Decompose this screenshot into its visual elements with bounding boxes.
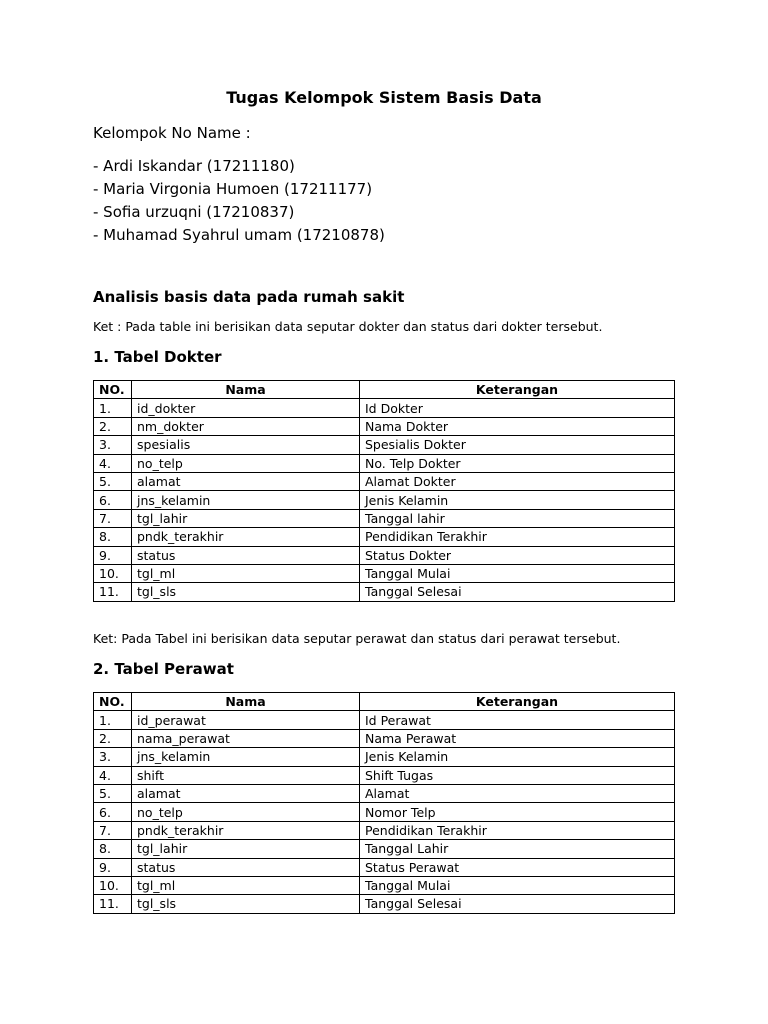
- table-row: [94, 803, 675, 821]
- cell-nama: no_telp: [132, 803, 360, 821]
- table-dokter-heading: 1. Tabel Dokter: [93, 348, 222, 366]
- cell-keterangan: Id Dokter: [360, 399, 675, 417]
- cell-no: 2.: [94, 729, 132, 747]
- header-no: NO.: [94, 693, 132, 711]
- header-keterangan: Keterangan: [360, 693, 675, 711]
- cell-keterangan: Id Perawat: [360, 711, 675, 729]
- table-row: [94, 472, 675, 490]
- cell-nama: no_telp: [132, 454, 360, 472]
- table-row: [94, 821, 675, 839]
- table-row: [94, 840, 675, 858]
- table-row: [94, 876, 675, 894]
- ket-perawat-note: Ket: Pada Tabel ini berisikan data seputar perawat dan status dari perawat tersebut.: [93, 631, 621, 646]
- cell-nama: id_perawat: [132, 711, 360, 729]
- table-dokter: [93, 380, 675, 602]
- cell-keterangan: Status Dokter: [360, 546, 675, 564]
- cell-no: 5.: [94, 784, 132, 802]
- cell-keterangan: Alamat Dokter: [360, 472, 675, 490]
- table-header-row: [94, 693, 675, 711]
- header-no: NO.: [94, 381, 132, 399]
- cell-no: 7.: [94, 509, 132, 527]
- cell-nama: nama_perawat: [132, 729, 360, 747]
- cell-no: 6.: [94, 491, 132, 509]
- member-item: - Ardi Iskandar (17211180): [93, 157, 295, 175]
- table-perawat: [93, 692, 675, 914]
- cell-no: 10.: [94, 564, 132, 582]
- document-title: Tugas Kelompok Sistem Basis Data: [226, 88, 542, 107]
- cell-keterangan: Tanggal Mulai: [360, 564, 675, 582]
- cell-no: 1.: [94, 711, 132, 729]
- cell-no: 8.: [94, 840, 132, 858]
- cell-no: 2.: [94, 417, 132, 435]
- cell-keterangan: Pendidikan Terakhir: [360, 528, 675, 546]
- member-item: - Muhamad Syahrul umam (17210878): [93, 226, 385, 244]
- cell-no: 3.: [94, 748, 132, 766]
- cell-no: 11.: [94, 895, 132, 913]
- cell-no: 9.: [94, 858, 132, 876]
- cell-keterangan: Jenis Kelamin: [360, 491, 675, 509]
- cell-nama: tgl_lahir: [132, 840, 360, 858]
- cell-nama: alamat: [132, 472, 360, 490]
- cell-no: 4.: [94, 766, 132, 784]
- cell-no: 1.: [94, 399, 132, 417]
- table-row: [94, 509, 675, 527]
- cell-nama: tgl_ml: [132, 564, 360, 582]
- table-row: [94, 436, 675, 454]
- table-row: [94, 546, 675, 564]
- cell-nama: alamat: [132, 784, 360, 802]
- cell-no: 9.: [94, 546, 132, 564]
- cell-keterangan: Alamat: [360, 784, 675, 802]
- cell-no: 10.: [94, 876, 132, 894]
- section-heading: Analisis basis data pada rumah sakit: [93, 288, 405, 306]
- table-row: [94, 417, 675, 435]
- cell-nama: tgl_sls: [132, 895, 360, 913]
- table-row: [94, 454, 675, 472]
- table-row: [94, 748, 675, 766]
- table-row: [94, 491, 675, 509]
- cell-keterangan: Jenis Kelamin: [360, 748, 675, 766]
- table-row: [94, 564, 675, 582]
- cell-nama: tgl_sls: [132, 583, 360, 601]
- member-list: [93, 155, 385, 247]
- cell-nama: jns_kelamin: [132, 748, 360, 766]
- table-row: [94, 528, 675, 546]
- cell-no: 8.: [94, 528, 132, 546]
- table-row: [94, 711, 675, 729]
- cell-nama: tgl_lahir: [132, 509, 360, 527]
- cell-keterangan: Tanggal Lahir: [360, 840, 675, 858]
- cell-nama: status: [132, 858, 360, 876]
- cell-keterangan: Nama Dokter: [360, 417, 675, 435]
- table-row: [94, 895, 675, 913]
- table-row: [94, 766, 675, 784]
- table-perawat-heading: 2. Tabel Perawat: [93, 660, 234, 678]
- member-item: - Maria Virgonia Humoen (17211177): [93, 180, 373, 198]
- cell-keterangan: Pendidikan Terakhir: [360, 821, 675, 839]
- cell-nama: pndk_terakhir: [132, 821, 360, 839]
- cell-keterangan: Shift Tugas: [360, 766, 675, 784]
- header-keterangan: Keterangan: [360, 381, 675, 399]
- cell-nama: shift: [132, 766, 360, 784]
- cell-keterangan: Status Perawat: [360, 858, 675, 876]
- member-item: - Sofia urzuqni (17210837): [93, 203, 295, 221]
- cell-nama: pndk_terakhir: [132, 528, 360, 546]
- cell-keterangan: Tanggal lahir: [360, 509, 675, 527]
- cell-keterangan: Tanggal Selesai: [360, 583, 675, 601]
- header-nama: Nama: [132, 693, 360, 711]
- cell-keterangan: Spesialis Dokter: [360, 436, 675, 454]
- table-row: [94, 729, 675, 747]
- header-nama: Nama: [132, 381, 360, 399]
- cell-keterangan: Nomor Telp: [360, 803, 675, 821]
- cell-no: 4.: [94, 454, 132, 472]
- cell-no: 11.: [94, 583, 132, 601]
- cell-nama: id_dokter: [132, 399, 360, 417]
- cell-nama: status: [132, 546, 360, 564]
- ket-dokter-note: Ket : Pada table ini berisikan data seputar dokter dan status dari dokter tersebut.: [93, 319, 603, 334]
- cell-no: 7.: [94, 821, 132, 839]
- table-row: [94, 583, 675, 601]
- cell-no: 6.: [94, 803, 132, 821]
- cell-keterangan: Tanggal Mulai: [360, 876, 675, 894]
- cell-nama: tgl_ml: [132, 876, 360, 894]
- table-header-row: [94, 381, 675, 399]
- cell-nama: spesialis: [132, 436, 360, 454]
- table-row: [94, 858, 675, 876]
- cell-no: 5.: [94, 472, 132, 490]
- cell-keterangan: Nama Perawat: [360, 729, 675, 747]
- cell-keterangan: No. Telp Dokter: [360, 454, 675, 472]
- cell-nama: nm_dokter: [132, 417, 360, 435]
- table-row: [94, 784, 675, 802]
- cell-keterangan: Tanggal Selesai: [360, 895, 675, 913]
- cell-nama: jns_kelamin: [132, 491, 360, 509]
- cell-no: 3.: [94, 436, 132, 454]
- group-label: Kelompok No Name :: [93, 124, 251, 142]
- table-row: [94, 399, 675, 417]
